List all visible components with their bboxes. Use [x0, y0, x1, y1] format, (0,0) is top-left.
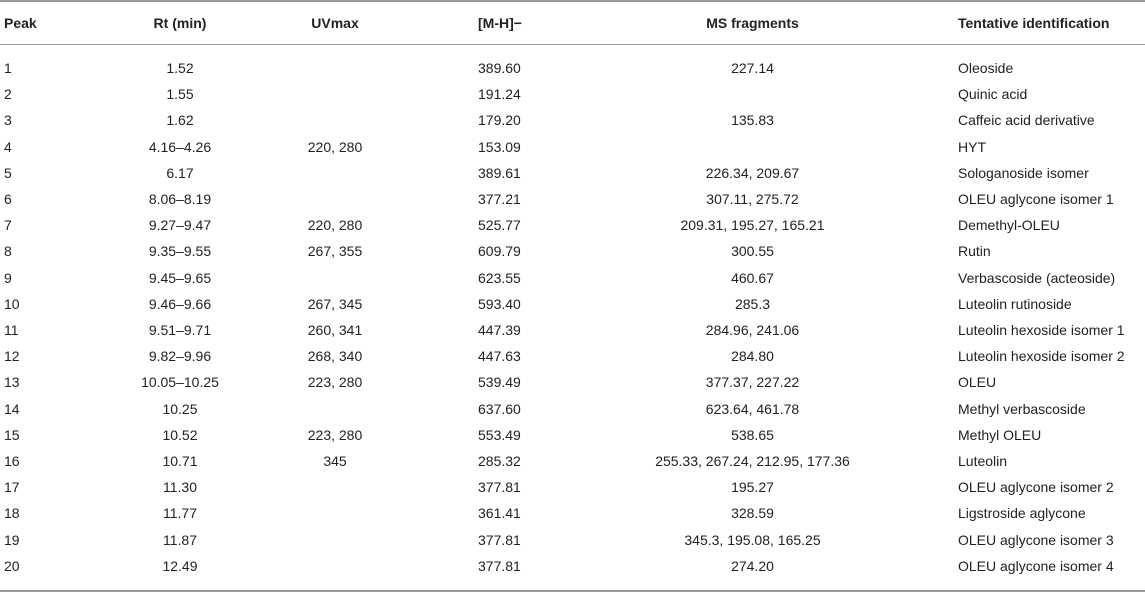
- cell-rt: 1.55: [166, 86, 194, 103]
- table-row: [0, 160, 1145, 186]
- cell-identification: Methyl OLEU: [958, 426, 1042, 443]
- cell-peak: 3: [4, 112, 12, 129]
- table-row: [0, 474, 1145, 500]
- cell-rt: 4.16–4.26: [148, 138, 212, 155]
- header-rt: Rt (min): [153, 15, 207, 31]
- cell-ms-fragments: 345.3, 195.08, 165.25: [684, 531, 821, 548]
- cell-uvmax: 223, 280: [307, 374, 363, 391]
- cell-uvmax: 268, 340: [307, 348, 363, 365]
- table-row: [0, 291, 1145, 317]
- table-row: [0, 134, 1145, 160]
- cell-peak: 7: [4, 217, 12, 234]
- cell-rt: 8.06–8.19: [148, 191, 212, 207]
- cell-identification: OLEU aglycone isomer 4: [958, 557, 1114, 574]
- table-top-rule: [0, 0, 1145, 2]
- table-row: [0, 107, 1145, 133]
- cell-identification: Ligstroside aglycone: [958, 505, 1086, 522]
- table-row: [0, 81, 1145, 107]
- cell-rt: 6.17: [166, 164, 194, 181]
- cell-ms-fragments: 623.64, 461.78: [705, 400, 800, 417]
- cell-peak: 8: [4, 243, 12, 260]
- cell-identification: Oleoside: [958, 60, 1014, 76]
- table-row: [0, 212, 1145, 238]
- cell-mh: 191.24: [478, 86, 521, 103]
- cell-identification: OLEU aglycone isomer 1: [958, 191, 1114, 207]
- cell-identification: Methyl verbascoside: [958, 400, 1086, 417]
- cell-rt: 1.62: [166, 112, 194, 129]
- table-row: [0, 265, 1145, 291]
- cell-ms-fragments: 227.14: [731, 60, 774, 76]
- table-row: [0, 396, 1145, 422]
- table-row: [0, 369, 1145, 395]
- cell-identification: Rutin: [958, 243, 991, 260]
- cell-rt: 10.05–10.25: [141, 374, 219, 391]
- cell-identification: Luteolin hexoside isomer 1: [958, 322, 1125, 338]
- cell-rt: 1.52: [166, 60, 194, 76]
- cell-peak: 2: [4, 86, 12, 103]
- cell-peak: 4: [4, 138, 12, 155]
- cell-mh: 525.77: [478, 217, 521, 234]
- cell-mh: 623.55: [478, 269, 521, 286]
- cell-ms-fragments: 538.65: [731, 426, 774, 443]
- cell-uvmax: 345: [323, 453, 347, 469]
- cell-identification: Verbascoside (acteoside): [958, 269, 1116, 286]
- cell-ms-fragments: 274.20: [731, 557, 774, 574]
- cell-ms-fragments: 195.27: [731, 479, 774, 496]
- table-row: [0, 448, 1145, 474]
- cell-peak: 18: [4, 505, 20, 522]
- cell-identification: Sologanoside isomer: [958, 164, 1089, 181]
- cell-mh: 447.39: [478, 322, 521, 338]
- cell-rt: 11.30: [163, 479, 197, 496]
- table-row: [0, 55, 1145, 81]
- cell-rt: 12.49: [162, 557, 198, 574]
- table-row: [0, 527, 1145, 553]
- cell-rt: 9.46–9.66: [148, 295, 212, 312]
- cell-rt: 10.52: [162, 426, 198, 443]
- cell-mh: 179.20: [478, 112, 521, 129]
- cell-identification: Luteolin rutinoside: [958, 295, 1072, 312]
- header-identification: Tentative identification: [958, 15, 1110, 31]
- table-row: [0, 317, 1145, 343]
- cell-identification: Quinic acid: [958, 86, 1028, 103]
- table-row: [0, 500, 1145, 526]
- cell-ms-fragments: 307.11, 275.72: [706, 191, 799, 207]
- cell-mh: 553.49: [478, 426, 521, 443]
- header-mh: [M-H]−: [478, 15, 522, 31]
- cell-mh: 377.81: [478, 531, 521, 548]
- cell-peak: 19: [4, 531, 20, 548]
- cell-rt: 9.35–9.55: [148, 243, 212, 260]
- cell-rt: 9.27–9.47: [148, 217, 212, 234]
- cell-ms-fragments: 328.59: [731, 505, 774, 522]
- table-bottom-rule: [0, 590, 1145, 592]
- cell-mh: 153.09: [478, 138, 521, 155]
- cell-identification: OLEU aglycone isomer 2: [958, 479, 1114, 496]
- cell-peak: 5: [4, 164, 12, 181]
- cell-ms-fragments: 135.83: [731, 112, 774, 129]
- cell-uvmax: 220, 280: [307, 138, 363, 155]
- cell-ms-fragments: 377.37, 227.22: [705, 374, 800, 391]
- header-uvmax: UVmax: [311, 15, 359, 31]
- cell-peak: 6: [4, 191, 12, 207]
- cell-ms-fragments: 284.80: [731, 348, 774, 365]
- cell-mh: 593.40: [478, 295, 521, 312]
- cell-peak: 15: [4, 426, 20, 443]
- table-header-row: [0, 10, 1145, 36]
- table-row: [0, 238, 1145, 264]
- table-row: [0, 553, 1145, 579]
- table-row: [0, 186, 1145, 212]
- cell-mh: 609.79: [478, 243, 521, 260]
- table-row: [0, 422, 1145, 448]
- cell-mh: 377.81: [478, 479, 521, 496]
- cell-rt: 11.87: [163, 531, 197, 548]
- cell-mh: 389.60: [478, 60, 521, 76]
- cell-mh: 377.81: [478, 557, 521, 574]
- cell-identification: Luteolin: [958, 453, 1008, 469]
- cell-uvmax: 267, 355: [307, 243, 363, 260]
- cell-peak: 17: [4, 479, 20, 496]
- cell-rt: 11.77: [163, 505, 197, 522]
- cell-identification: HYT: [958, 138, 986, 155]
- cell-peak: 1: [4, 60, 12, 76]
- cell-peak: 20: [4, 557, 20, 574]
- cell-mh: 285.32: [478, 453, 521, 469]
- cell-uvmax: 223, 280: [307, 426, 363, 443]
- cell-peak: 16: [4, 453, 20, 469]
- cell-ms-fragments: 255.33, 267.24, 212.95, 177.36: [655, 453, 850, 469]
- cell-mh: 361.41: [478, 505, 521, 522]
- cell-ms-fragments: 460.67: [731, 269, 774, 286]
- cell-mh: 539.49: [478, 374, 521, 391]
- cell-peak: 12: [4, 348, 20, 365]
- cell-rt: 9.45–9.65: [148, 269, 212, 286]
- header-peak: Peak: [4, 15, 37, 31]
- cell-peak: 10: [4, 295, 20, 312]
- cell-peak: 13: [4, 374, 20, 391]
- cell-identification: Luteolin hexoside isomer 2: [958, 348, 1125, 365]
- cell-rt: 10.25: [162, 400, 198, 417]
- cell-peak: 9: [4, 269, 12, 286]
- cell-ms-fragments: 226.34, 209.67: [705, 164, 800, 181]
- cell-identification: Demethyl-OLEU: [958, 217, 1060, 234]
- cell-rt: 10.71: [162, 453, 198, 469]
- table-row: [0, 343, 1145, 369]
- cell-ms-fragments: 284.96, 241.06: [705, 322, 800, 338]
- cell-rt: 9.51–9.71: [148, 322, 212, 338]
- cell-mh: 637.60: [478, 400, 521, 417]
- cell-ms-fragments: 285.3: [734, 295, 771, 312]
- cell-rt: 9.82–9.96: [148, 348, 212, 365]
- cell-identification: OLEU aglycone isomer 3: [958, 531, 1114, 548]
- cell-uvmax: 220, 280: [307, 217, 363, 234]
- cell-mh: 377.21: [478, 191, 521, 207]
- cell-peak: 14: [4, 400, 20, 417]
- cell-identification: OLEU: [958, 374, 997, 391]
- cell-ms-fragments: 209.31, 195.27, 165.21: [680, 217, 825, 234]
- cell-mh: 389.61: [478, 164, 521, 181]
- table-header-rule: [0, 44, 1145, 45]
- cell-ms-fragments: 300.55: [731, 243, 774, 260]
- cell-uvmax: 260, 341: [307, 322, 363, 338]
- header-ms-fragments: MS fragments: [706, 15, 799, 31]
- cell-mh: 447.63: [478, 348, 521, 365]
- cell-uvmax: 267, 345: [307, 295, 363, 312]
- cell-peak: 11: [4, 322, 19, 338]
- cell-identification: Caffeic acid derivative: [958, 112, 1095, 129]
